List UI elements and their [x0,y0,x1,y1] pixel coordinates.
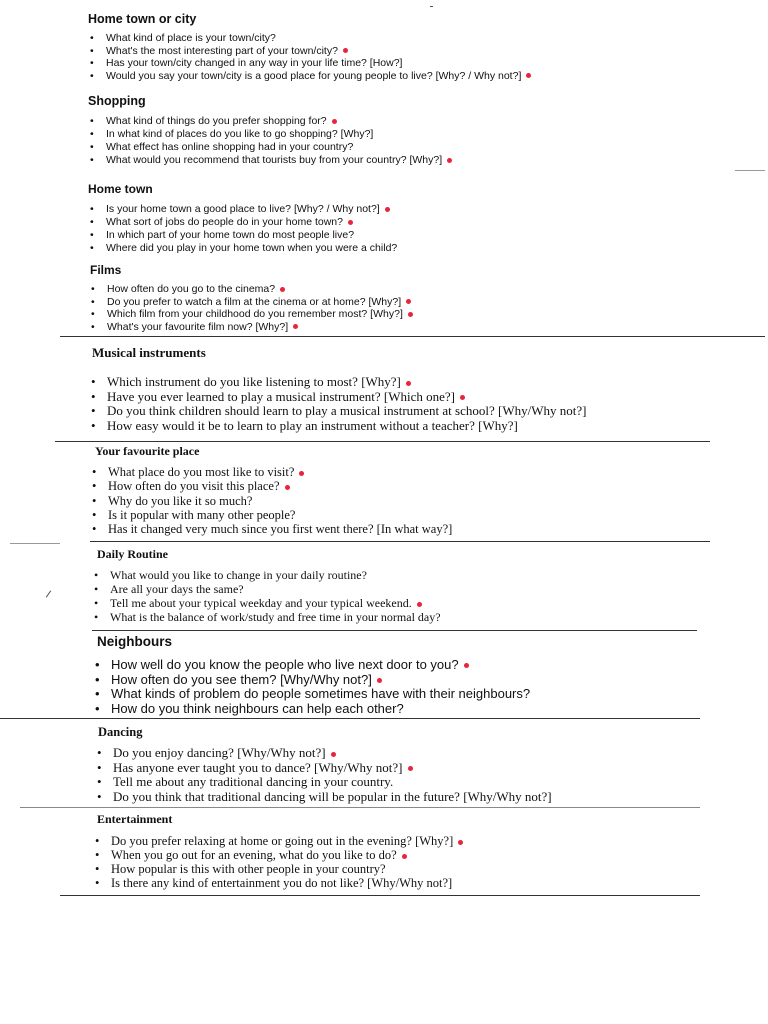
red-mark-icon [447,158,452,163]
question-text: Tell me about your typical weekday and your typical weekend. [110,596,412,610]
divider [55,441,710,442]
question-list [110,568,441,624]
question-item [110,610,441,624]
question-item [111,834,463,848]
question-item [106,57,531,70]
question-text: What effect has online shopping had in your country? [106,141,354,153]
scan-mark [430,6,433,7]
question-text: What kind of place is your town/city? [106,32,276,44]
question-text: What kinds of problem do people sometimes have with their neighbours? [111,686,531,701]
question-item [108,494,452,508]
red-mark-icon [280,287,285,292]
question-item [113,746,552,761]
red-mark-icon [331,752,336,757]
question-item [110,568,441,582]
question-text: How popular is this with other people in your country? [111,862,386,876]
question-text: Do you enjoy dancing? [Why/Why not?] [113,745,326,760]
question-item [111,702,530,717]
red-mark-icon [406,299,411,304]
question-text: Do you prefer to watch a film at the cinema or at home? [Why?] [107,295,402,308]
question-text: In what kind of places do you like to go shopping? [Why?] [106,128,374,140]
question-item [111,876,463,890]
question-item [111,658,530,673]
divider [20,807,700,808]
question-item [107,419,586,434]
question-text: How do you think neighbours can help each other? [111,700,404,716]
question-text: What's your favourite film now? [Why?] [107,320,289,333]
question-item [111,673,530,688]
question-item [111,687,530,702]
question-item [106,141,452,154]
section-films [90,263,413,333]
question-list [106,203,397,255]
question-list [106,115,452,167]
red-mark-icon [293,324,298,329]
question-text: Do you think that traditional dancing will be popular in the future? [Why/Why not?] [113,788,552,804]
question-item [107,308,413,321]
question-item [107,283,413,296]
question-text: Do you think children should learn to play a musical instrument at school? [Why/Why not?] [107,403,587,418]
question-text: How well do you know the people who live next door to you? [111,657,459,672]
question-item [113,790,552,805]
scan-mark [46,590,51,597]
question-item [106,45,531,58]
section-title: Home town [88,182,153,196]
question-list [113,746,552,804]
question-text: Has anyone ever taught you to dance? [Why/Why not?] [113,759,403,775]
section-title: Your favourite place [95,444,200,458]
question-item [107,321,413,334]
red-mark-icon [408,312,413,317]
section-your-favourite-place [95,444,452,536]
divider [92,630,697,631]
question-item [111,848,463,862]
question-item [110,582,441,596]
question-item [108,479,452,493]
section-neighbours [97,634,530,716]
question-text: How often do you go to the cinema? [107,283,276,295]
question-text: How easy would it be to learn to play an instrument without a teacher? [Why?] [107,417,518,433]
question-text: Which instrument do you like listening to most? [Why?] [107,374,401,389]
red-mark-icon [343,48,348,53]
section-shopping [88,94,452,167]
question-item [106,128,452,141]
question-text: Are all your days the same? [110,582,244,596]
section-dancing [98,725,552,804]
question-item [111,862,463,876]
section-title: Dancing [98,725,143,739]
red-mark-icon [285,485,290,490]
section-musical-instruments [92,345,586,433]
question-item [106,115,452,128]
divider [0,718,700,719]
question-text: What's the most interesting part of your town/city? [106,44,338,57]
red-mark-icon [299,471,304,476]
question-list [107,283,413,333]
section-title: Entertainment [97,812,173,826]
red-mark-icon [348,220,353,225]
red-mark-icon [402,854,407,859]
red-mark-icon [460,395,465,400]
question-item [107,296,413,309]
question-text: What is the balance of work/study and free time in your normal day? [110,610,441,624]
question-item [106,70,531,83]
question-item [106,229,397,242]
section-title: Shopping [88,94,146,108]
question-item [113,775,552,790]
red-mark-icon [526,73,531,78]
divider [60,895,700,896]
question-item [108,465,452,479]
divider [60,336,765,337]
question-list [107,375,586,433]
question-text: Have you ever learned to play a musical instrument? [Which one?] [107,388,455,404]
section-title: Musical instruments [92,345,206,360]
question-item [107,390,586,405]
section-entertainment [97,812,463,890]
red-mark-icon [377,678,382,683]
question-text: How often do you visit this place? [108,479,280,494]
question-item [106,203,397,216]
question-text: Where did you play in your home town when you were a child? [106,242,398,254]
question-item [107,404,586,419]
question-text: What would you like to change in your daily routine? [110,568,367,582]
question-text: Would you say your town/city is a good place for young people to live? [Why? / Why not?] [106,69,522,82]
red-mark-icon [332,119,337,124]
question-text: What place do you most like to visit? [108,465,295,479]
question-text: In which part of your home town do most people live? [106,229,355,241]
question-text: Do you prefer relaxing at home or going out in the evening? [Why?] [111,834,454,848]
scan-mark [735,170,765,171]
question-item [108,508,452,522]
scan-mark [10,543,60,544]
red-mark-icon [406,381,411,386]
section-title: Neighbours [97,634,173,649]
question-item [113,761,552,776]
question-item [110,596,441,610]
question-list [108,465,452,536]
red-mark-icon [458,840,463,845]
question-item [106,32,531,45]
question-text: What kind of things do you prefer shopping for? [106,115,327,127]
question-list [111,658,530,716]
question-list [106,32,531,82]
question-text: Has your town/city changed in any way in your life time? [How?] [106,57,403,69]
section-title: Daily Routine [97,547,169,561]
question-item [106,242,397,255]
divider [90,541,710,542]
question-text: Has it changed very much since you first went there? [In what way?] [108,522,453,537]
section-daily-routine [97,547,441,624]
red-mark-icon [417,602,422,607]
question-text: Which film from your childhood do you remember most? [Why?] [107,308,403,320]
question-text: Why do you like it so much? [108,493,253,508]
section-home-town [88,182,397,255]
question-item [107,375,586,390]
question-text: Is your home town a good place to live? [Why? / Why not?] [106,203,380,215]
question-text: What would you recommend that tourists buy from your country? [Why?] [106,154,443,166]
question-item [106,216,397,229]
question-item [106,154,452,167]
question-list [111,834,463,890]
red-mark-icon [464,663,469,668]
red-mark-icon [408,766,413,771]
section-title: Films [90,263,122,277]
question-text: Is there any kind of entertainment you do not like? [Why/Why not?] [111,876,453,890]
question-text: What sort of jobs do people do in your home town? [106,216,343,228]
question-text: Is it popular with many other people? [108,507,296,522]
section-title: Home town or city [88,12,197,26]
section-home-town-or-city [88,12,531,82]
red-mark-icon [385,207,390,212]
question-text: When you go out for an evening, what do you like to do? [111,848,397,862]
question-item [108,522,452,536]
question-text: Tell me about any traditional dancing in your country. [113,774,394,789]
question-text: How often do you see them? [Why/Why not?] [111,671,372,687]
